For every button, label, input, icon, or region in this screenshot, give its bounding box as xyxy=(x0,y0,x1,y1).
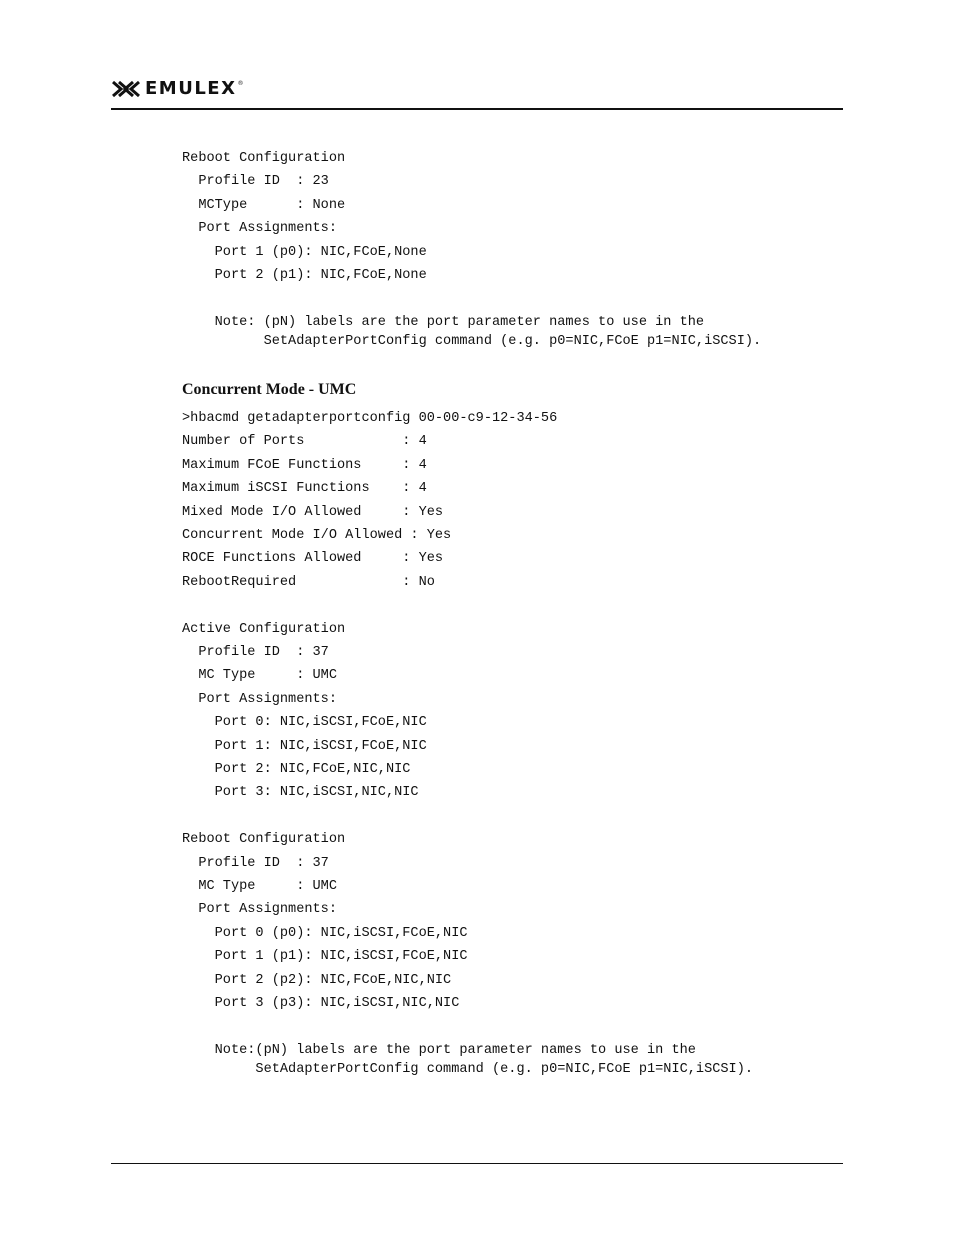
code-line: Profile ID : 23 xyxy=(182,174,329,190)
code-line: RebootRequired : No xyxy=(182,574,435,590)
code-line: >hbacmd getadapterportconfig 00-00-c9-12-34-56 xyxy=(182,411,558,426)
logo-trademark: ® xyxy=(237,80,244,87)
code-line: Port 3 (p3): NIC,iSCSI,NIC,NIC xyxy=(182,996,460,1011)
code-line: Port Assignments: xyxy=(182,902,337,918)
code-line: ROCE Functions Allowed : Yes xyxy=(182,551,444,567)
code-line: Profile ID : 37 xyxy=(182,855,329,871)
code-line: Port 2 (p2): NIC,FCoE,NIC,NIC xyxy=(182,972,452,988)
code-line: Note:(pN) labels are the port parameter names to use in the xyxy=(182,1042,696,1058)
code-line: MCType : None xyxy=(182,197,346,213)
code-line: Concurrent Mode I/O Allowed : Yes xyxy=(182,528,452,543)
code-line: Port 0: NIC,iSCSI,FCoE,NIC xyxy=(182,715,427,731)
code-line: Reboot Configuration xyxy=(182,151,346,166)
code-line: Number of Ports : 4 xyxy=(182,434,427,450)
code-line: MC Type : UMC xyxy=(182,879,337,894)
code-line: Port 3: NIC,iSCSI,NIC,NIC xyxy=(182,785,419,801)
code-line: Port 2: NIC,FCoE,NIC,NIC xyxy=(182,762,411,777)
code-line: Port Assignments: xyxy=(182,691,337,707)
code-line: Reboot Configuration xyxy=(182,832,346,848)
code-line: Profile ID : 37 xyxy=(182,645,329,660)
code-line: MC Type : UMC xyxy=(182,668,337,684)
code-line: Port 2 (p1): NIC,FCoE,None xyxy=(182,268,427,283)
code-line: SetAdapterPortConfig command (e.g. p0=NIC,FCoE p1=NIC,iSCSI). xyxy=(182,1061,754,1077)
code-line: SetAdapterPortConfig command (e.g. p0=NIC,FCoE p1=NIC,iSCSI). xyxy=(182,333,762,349)
header-rule xyxy=(111,108,843,110)
footer-rule xyxy=(111,1163,843,1164)
logo-text: EMULEX xyxy=(145,78,237,99)
code-line: Port 1: NIC,iSCSI,FCoE,NIC xyxy=(182,738,427,754)
code-line: Active Configuration xyxy=(182,621,346,637)
code-line: Mixed Mode I/O Allowed : Yes xyxy=(182,504,444,520)
code-line: Maximum iSCSI Functions : 4 xyxy=(182,481,427,497)
code-line: Maximum FCoE Functions : 4 xyxy=(182,457,427,473)
code-line: Port Assignments: xyxy=(182,221,337,237)
emulex-logo xyxy=(111,80,243,98)
emulex-mark-icon xyxy=(111,80,141,98)
code-line: Note: (pN) labels are the port parameter names to use in the xyxy=(182,314,705,330)
code-line: Port 1 (p1): NIC,iSCSI,FCoE,NIC xyxy=(182,949,468,965)
section-heading: Concurrent Mode - UMC xyxy=(182,381,357,398)
code-line: Port 0 (p0): NIC,iSCSI,FCoE,NIC xyxy=(182,925,468,941)
code-line: Port 1 (p0): NIC,FCoE,None xyxy=(182,244,427,260)
